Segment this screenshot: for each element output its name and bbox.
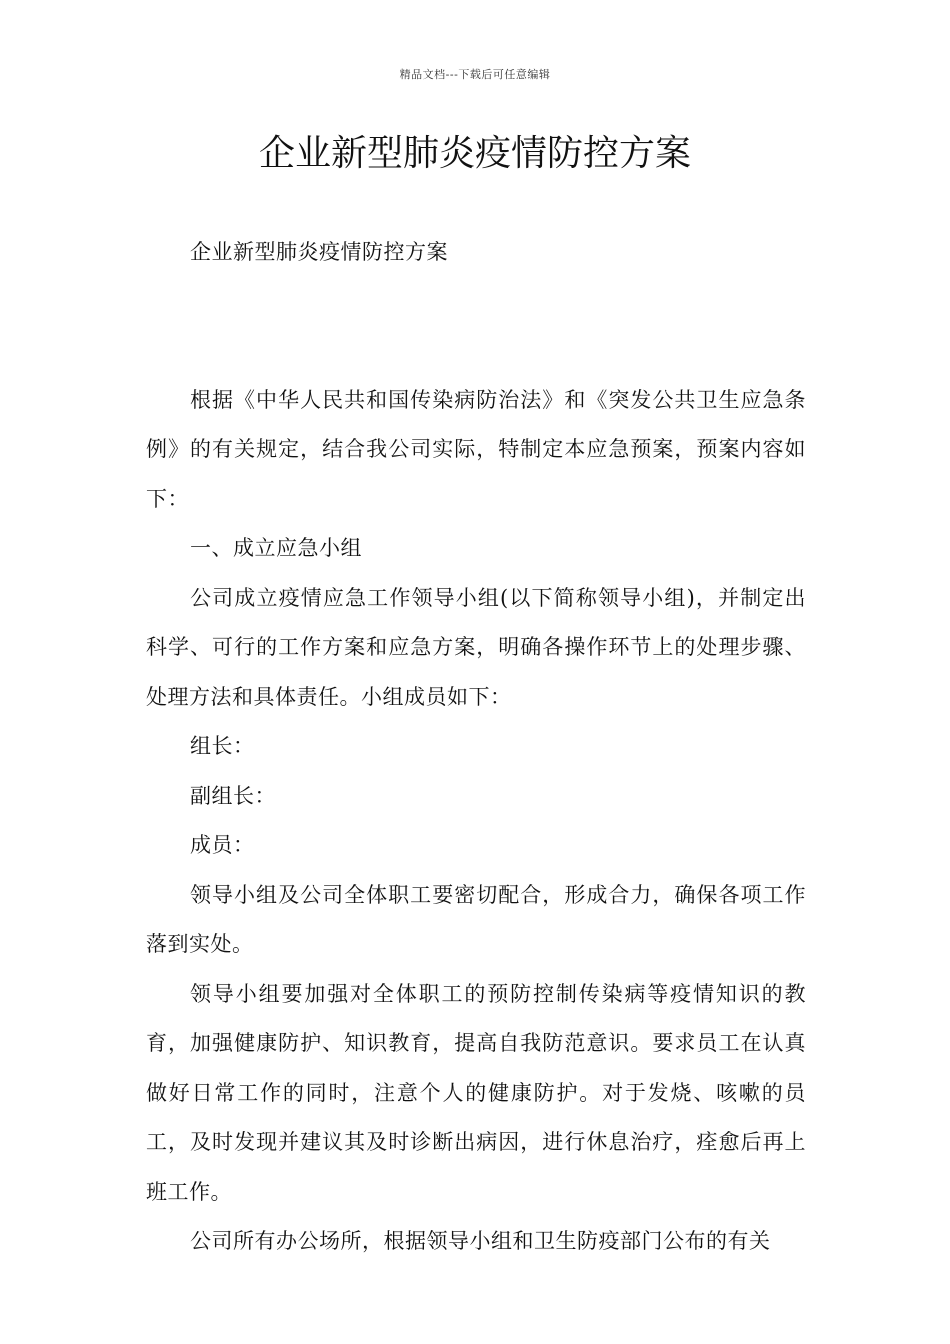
section-heading-emergency-group: 一、成立应急小组 bbox=[190, 536, 362, 560]
paragraph-group-leader: 组长： bbox=[190, 734, 255, 758]
document-body bbox=[146, 228, 806, 1267]
paragraph-members: 成员： bbox=[190, 833, 255, 857]
paragraph-intro: 根据《中华人民共和国传染病防治法》和《突发公共卫生应急条例》的有关规定，结合我公司实际，特制定本应急预案，预案内容如下： bbox=[146, 387, 806, 511]
paragraph-spacer bbox=[146, 327, 806, 376]
paragraph-offices: 公司所有办公场所，根据领导小组和卫生防疫部门公布的有关 bbox=[190, 1229, 771, 1253]
paragraph-cooperation: 领导小组及公司全体职工要密切配合，形成合力，确保各项工作落到实处。 bbox=[146, 882, 806, 956]
paragraph-education: 领导小组要加强对全体职工的预防控制传染病等疫情知识的教育，加强健康防护、知识教育，提高自我防范意识。要求员工在认真做好日常工作的同时，注意个人的健康防护。对于发烧、咳嗽的员工，及时发现并建议其及时诊断出病因，进行休息治疗，痊愈后再上班工作。 bbox=[146, 981, 806, 1204]
paragraph-deputy-leader: 副组长： bbox=[190, 783, 276, 808]
document-title: 企业新型肺炎疫情防控方案 bbox=[258, 133, 691, 174]
paragraph-group-setup: 公司成立疫情应急工作领导小组(以下简称领导小组)，并制定出科学、可行的工作方案和应急方案，明确各操作环节上的处理步骤、处理方法和具体责任。小组成员如下： bbox=[146, 585, 806, 709]
header-note: 精品文档---下载后可任意编辑 bbox=[399, 68, 551, 81]
document-subtitle: 企业新型肺炎疫情防控方案 bbox=[190, 240, 448, 264]
